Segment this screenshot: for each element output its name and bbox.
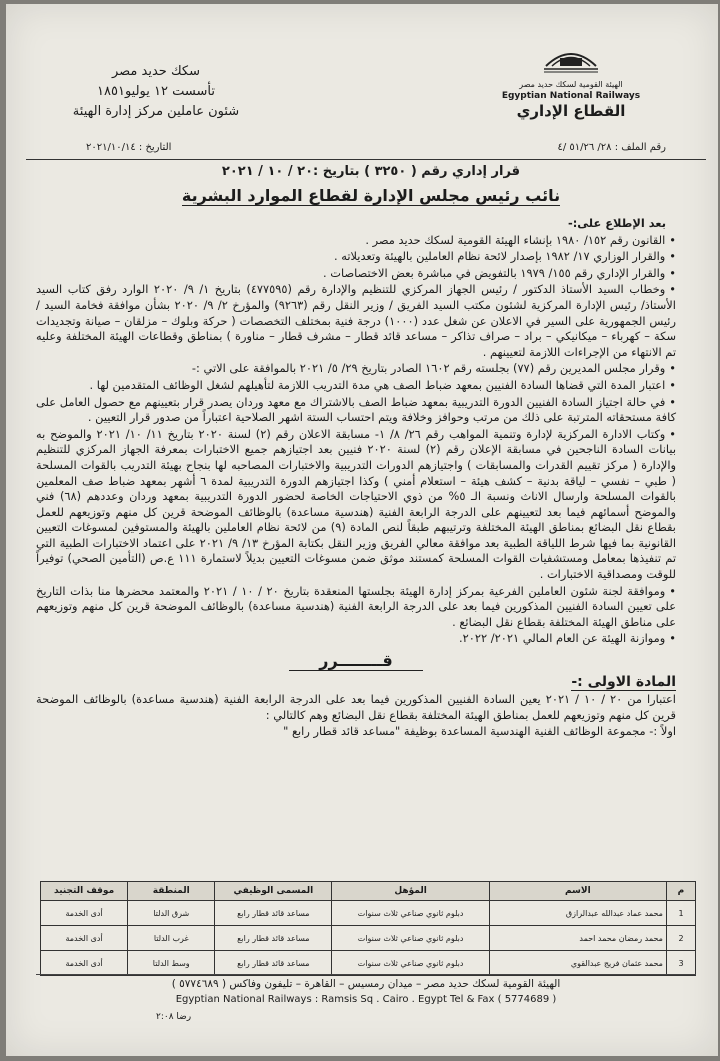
col-header-name: الاسم (489, 882, 666, 901)
article-1-group: اولاً :- مجموعة الوظائف الفنية الهندسية المساعدة بوظيفة "مساعد قائد قطار رابع " (283, 724, 676, 739)
appointees-table (40, 881, 696, 976)
table-row (41, 901, 696, 926)
table-header-row (41, 882, 696, 901)
table-row (41, 926, 696, 951)
meta-row (26, 142, 706, 160)
cell-index: 1 (666, 901, 695, 926)
document-title (156, 186, 586, 205)
cell-job-title: مساعد قائد قطار رابع (215, 951, 332, 976)
train-logo-icon (540, 40, 602, 76)
cell-qualification: دبلوم ثانوي صناعي ثلاث سنوات (332, 926, 489, 951)
logo-arabic-small: الهيئة القومية لسكك حديد مصر (519, 80, 623, 89)
header-line-3: شئون عاملين مركز إدارة الهيئة (72, 104, 240, 119)
enr-logo (496, 40, 646, 120)
cell-index: 3 (666, 951, 695, 976)
cell-military-status: أدى الخدمة (41, 926, 128, 951)
document-body (36, 216, 676, 741)
header-organization-block (36, 62, 276, 122)
col-header-index: م (666, 882, 695, 901)
cell-qualification: دبلوم ثانوي صناعي ثلاث سنوات (332, 951, 489, 976)
header-divider (26, 159, 706, 160)
paragraph: • والقرار الإداري رقم ١٥٥/ ١٩٧٩ بالتفويض في مباشرة بعض الاختصاصات . (36, 266, 676, 282)
footer-address-english: Egyptian National Railways : Ramsis Sq . Cairo . Egypt Tel & Fax ( 5774689 ) (175, 994, 557, 1005)
title-text: نائب رئيس مجلس الإدارة لقطاع الموارد البشرية (181, 186, 561, 205)
cell-qualification: دبلوم ثانوي صناعي ثلاث سنوات (332, 901, 489, 926)
footer-address-arabic: الهيئة القومية لسكك حديد مصر – ميدان رمسيس – القاهرة – تليفون وفاكس ( ٥٧٧٤٦٨٩ ) (171, 978, 561, 990)
cell-region: شرق الدلتا (128, 901, 215, 926)
footer-divider (36, 974, 696, 975)
header-line-1: سكك حديد مصر (111, 64, 200, 79)
cell-region: وسط الدلتا (128, 951, 215, 976)
cell-military-status: أدى الخدمة (41, 901, 128, 926)
cell-military-status: أدى الخدمة (41, 951, 128, 976)
paragraph: • والقرار الوزاري ١٧/ ١٩٨٢ بإصدار لائحة نظام العاملين بالهيئة وتعديلاته . (36, 249, 676, 265)
paragraph: • وخطاب السيد الأستاذ الدكتور / رئيس الجهاز المركزي للتنظيم والإدارة رقم (٤٧٧٥٩٥) بتاريخ ١/ ٩/ ٢٠٢٠ الوارد رفق كتاب السيد الأستاذ/ رئيس الإدارة المركزية لشئون مكتب السيد الفريق / وزير النقل رقم (٩٢٦٣) والمؤرخ ٢/ ٩/ ٢٠٢٠ بشأن موافقة فخامة السيد / رئيس الجمهورية على السير في الاعلان عن شغل عدد (١٠٠٠) درجة فنية بمختلف التخصصات ( حركة وبلوك – مزلقان – صيانة وتجديدات سكة – كهرباء – ميكانيكي – براد – صراف تذاكر – مساعد قائد قطار – مشرف قطار – مناورة ) بمناطق وقطاعات الهيئة المختلفة وعليه تم الانتهاء من الإجراءات اللازمة لتعيينهم . (36, 282, 676, 360)
logo-english-name: Egyptian National Railways (501, 91, 641, 101)
decision-word-text: قــــــــرر (289, 651, 422, 671)
paragraph: • القانون رقم ١٥٢/ ١٩٨٠ بإنشاء الهيئة القومية لسكك حديد مصر . (36, 233, 676, 249)
cell-name: محمد عثمان فريج عبدالقوي (489, 951, 666, 976)
after-review-label: بعد الإطلاع على:- (568, 216, 666, 230)
file-number: رقم الملف : ٢٨/ ٥١/٢٦ /٤ (557, 142, 666, 153)
cell-region: غرب الدلتا (128, 926, 215, 951)
col-header-region: المنطقة (128, 882, 215, 901)
cell-name: محمد رمضان محمد احمد (489, 926, 666, 951)
header-line-2: تأسست ١٢ يوليو١٨٥١ (97, 84, 215, 99)
document-date: التاريخ : ٢٠٢١/١٠/١٤ (86, 142, 172, 153)
paragraph: • وموافقة لجنة شئون العاملين الفرعية بمركز إدارة الهيئة بجلستها المنعقدة بتاريخ ٢٠ / ١٠ / ٢٠٢١ والمعتمد محضرها منا بذات التاريخ على تعيين السادة الفنيين المذكورين فيما بعد على الدرجة الرابعة الفنية (هندسية مساعدة) بالوظائف الموضحة قرين كل منهم وتوزيعهم على مناطق الهيئة المختلفة بقطاع نقل البضائع . (36, 584, 676, 631)
paragraph: • وكتاب الادارة المركزية لإدارة وتنمية المواهب رقم ٢٦/ ٨/ ١- مسابقة الاعلان رقم (٢) لسنة ٢٠٢٠ بتاريخ ١١/ ١٠/ ٢٠٢١ والموضح به بيانات السادة الناجحين في مسابقة الإعلان رقم (٢) لسنة ٢٠٢٠ فنيين بعد اجتيازهم جميع الاختبارات بمعرفة الجهاز المركزي للتنظيم والإدارة ( مركز تقييم القدرات والمسابقات ) واجتيازهم الدورات التدريبية والاختبارات المصاحبه لها بنجاح بهيئة التدريب بالقوات المسلحة ( طبي – نفسي – لياقة بدنية – كشف هيئة – استعلام أمني ) وكذا اجتيازهم الدورة التدريبية لمدة ٦ أشهر بمعهد ضباط صف المعلمين بالقوات المسلحة وارسال الاناث ونسبة الـ ٥% من ذوي الاحتياجات الخاصة لحضور الدورة التدريبية بمعهد وردان وعددهم (٦٨) فني والموضح أسمائهم فيما بعد لتعيينهم على الدرجة الرابعة الفنية (هندسية مساعدة) بالوظائف الموضحة قرين كل منهم وتوزيعهم للعمل بقطاع نقل البضائع بمناطق الهيئة المختلفة وترتيبهم طبقاً لنص المادة (٩) من لائحة نظام العاملين بالهيئة والمستوفين لمسوغات التعيين القانونية بما فيها شرط اللياقة الطبية بعد موافقة معالي الفريق وزير النقل بكتابة المؤرخ ١٣/ ٩/ ٢٠٢١ على اعتماد الاختبارات الطبية التي تم تنفيذها بمعامل ومستشفيات القوات المسلحة كمستند موثق ضمن مسوغات التعيين بديلاً لاستمارة ١١١ ع.ص (التأمين الصحي) توفيراً للوقت ومصداقية الاختبارات . (36, 427, 676, 583)
col-header-job-title: المسمى الوظيفي (215, 882, 332, 901)
decision-heading (36, 653, 676, 669)
paragraph: • في حالة اجتياز السادة الفنيين الدورة التدريبية بمعهد ضباط الصف بالاشتراك مع معهد وردان يصدر قرار بتعيينهم مع حصول العامل على كافة مستحقاته المترتبة على ذلك من مرتب وحوافز وخلافة ويتم احتساب الستة اشهر الصلاحية اعتباراً من صدور قرار التعيين . (36, 395, 676, 426)
col-header-qualification: المؤهل (332, 882, 489, 901)
cell-index: 2 (666, 926, 695, 951)
col-header-military-status: موقف التجنيد (41, 882, 128, 901)
paragraph: • اعتبار المدة التي قضاها السادة الفنيين بمعهد ضباط الصف هي مدة التدريب اللازمة لتأهيلهم لشغل الوظائف المتقدمين لها . (36, 378, 676, 394)
article-1-heading (36, 675, 676, 691)
paragraph: • وموازنة الهيئة عن العام المالي ٢٠٢١/ ٢٠٢٢. (36, 631, 676, 647)
cell-job-title: مساعد قائد قطار رابع (215, 926, 332, 951)
article-1-text: اعتبارا من ٢٠ / ١٠ / ٢٠٢١ يعين السادة الفنيين المذكورين فيما بعد على الدرجة الرابعة الفنية (هندسية مساعدة) بالوظائف الموضحة قرين كل منهم وتوزيعهم للعمل بمناطق الهيئة المختلفة بقطاع نقل البضائع وهم كالتالي : (36, 692, 676, 722)
logo-sector-name: القطاع الإداري (516, 102, 626, 120)
footer-typist-code: رضا ٢:٠٨ (156, 1012, 192, 1022)
paragraph: • وقرار مجلس المديرين رقم (٧٧) بجلسته رقم ١٦٠٢ الصادر بتاريخ ٢٩/ ٥/ ٢٠٢١ بالموافقة على الاتي :- (36, 361, 676, 377)
document-page (6, 4, 718, 1056)
article-1-title-text: المادة الاولى :- (571, 673, 676, 690)
cell-job-title: مساعد قائد قطار رابع (215, 901, 332, 926)
cell-name: محمد عماد عبدالله عبدالرازق (489, 901, 666, 926)
table-row (41, 951, 696, 976)
decree-number: قرار إداري رقم ( ٣٢٥٠ ) بتاريخ :٢٠ / ١٠ / ٢٠٢١ (221, 164, 521, 179)
